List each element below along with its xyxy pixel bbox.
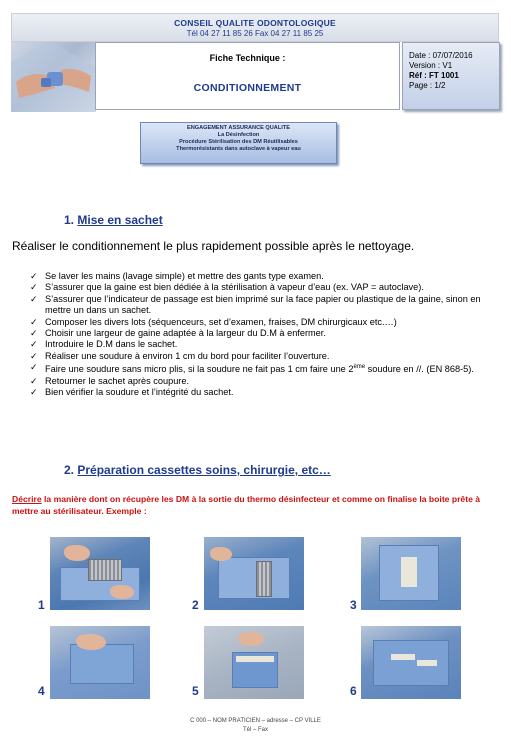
page-footer: [0, 717, 511, 735]
header-banner: [11, 13, 499, 42]
photo-label-6: 6: [350, 684, 357, 698]
meta-date: Date : 07/07/2016: [409, 51, 473, 60]
checklist: [30, 271, 500, 399]
org-contact: Tél 04 27 11 85 26 Fax 04 27 11 85 25: [186, 29, 324, 38]
section-1-number: 1.: [64, 213, 75, 227]
footer-line-1: C 000 – NOM PRATICIEN – adresse – CP VILLE: [190, 718, 321, 724]
item-superscript: ème: [353, 364, 366, 371]
fiche-label: Fiche Technique :: [209, 53, 286, 63]
photo-step-4: [50, 626, 150, 699]
list-item: ✓ Bien vérifier la soudure et l’intégrité du sachet.: [30, 387, 500, 398]
list-item: [30, 362, 500, 375]
photo-label-1: 1: [38, 598, 45, 612]
item-text: soudure en //. (EN 868-5).: [365, 364, 474, 375]
section-2-description: [12, 493, 497, 517]
section-2-heading: [64, 463, 331, 477]
meta-version: Version : V1: [409, 61, 453, 70]
item-text: Faire une soudure sans micro plis, si la soudure ne fait pas 1 cm faire une 2: [45, 364, 354, 375]
photo-step-2: [204, 537, 304, 610]
engagement-box: [140, 122, 337, 164]
header-meta-box: [402, 42, 500, 110]
engagement-line-4: Thermorésistants dans autoclave à vapeur eau: [176, 146, 301, 152]
photo-label-5: 5: [192, 684, 199, 698]
section-1-title: Mise en sachet: [77, 213, 163, 227]
document-title: CONDITIONNEMENT: [193, 82, 302, 94]
list-item: ✓ Composer les divers lots (séquenceurs, set d’examen, fraises, DM chirurgicaux etc.…): [30, 317, 500, 328]
section-1-intro: Réaliser le conditionnement le plus rapidement possible après le nettoyage.: [12, 239, 415, 253]
describe-text: la manière dont on récupère les DM à la sortie du thermo désinfecteur et comme on finalise la boite prête à mettre au stérilisateur. Exemple :: [12, 494, 481, 516]
photo-step-3: [361, 537, 461, 610]
photo-step-6: [361, 626, 461, 699]
engagement-line-2: La Désinfection: [217, 132, 260, 138]
photo-label-4: 4: [38, 684, 45, 698]
list-item: ✓ S’assurer que la gaine est bien dédiée à la stérilisation à vapeur d’eau (ex. VAP = autoclave).: [30, 282, 500, 293]
section-2-title: Préparation cassettes soins, chirurgie, etc…: [77, 463, 331, 477]
photo-step-5: [204, 626, 304, 699]
header-title-box: [95, 42, 400, 110]
photo-label-3: 3: [350, 598, 357, 612]
section-1-heading: [64, 213, 163, 227]
list-item: ✓ Introduire le D.M dans le sachet.: [30, 339, 500, 350]
list-item: ✓ Réaliser une soudure à environ 1 cm du bord pour faciliter l’ouverture.: [30, 351, 500, 362]
list-item: ✓ Retourner le sachet après coupure.: [30, 376, 500, 387]
meta-page: Page : 1/2: [409, 81, 446, 90]
puzzle-hands-icon: [11, 42, 96, 112]
photo-label-2: 2: [192, 598, 199, 612]
footer-line-2: Tél – Fax: [242, 727, 268, 733]
list-item: ✓ Se laver les mains (lavage simple) et mettre des gants type examen.: [30, 271, 500, 282]
photo-step-1: [50, 537, 150, 610]
engagement-line-1: ENGAGEMENT ASSURANCE QUALITE: [187, 125, 290, 131]
section-2-number: 2.: [64, 463, 75, 477]
list-item: ✓ S’assurer que l’indicateur de passage est bien imprimé sur la face papier ou plastique de la gaine, sinon en mettre un dans un sachet.: [30, 294, 500, 317]
describe-keyword: Décrire: [12, 494, 42, 504]
header-logo-image: [11, 42, 96, 112]
engagement-line-3: Procédure Stérilisation des DM Réutilisables: [179, 139, 298, 145]
org-name: CONSEIL QUALITE ODONTOLOGIQUE: [174, 18, 336, 28]
meta-ref: Réf : FT 1001: [409, 71, 459, 80]
list-item: ✓ Choisir une largeur de gaine adaptée à la largeur du D.M à enfermer.: [30, 328, 500, 339]
